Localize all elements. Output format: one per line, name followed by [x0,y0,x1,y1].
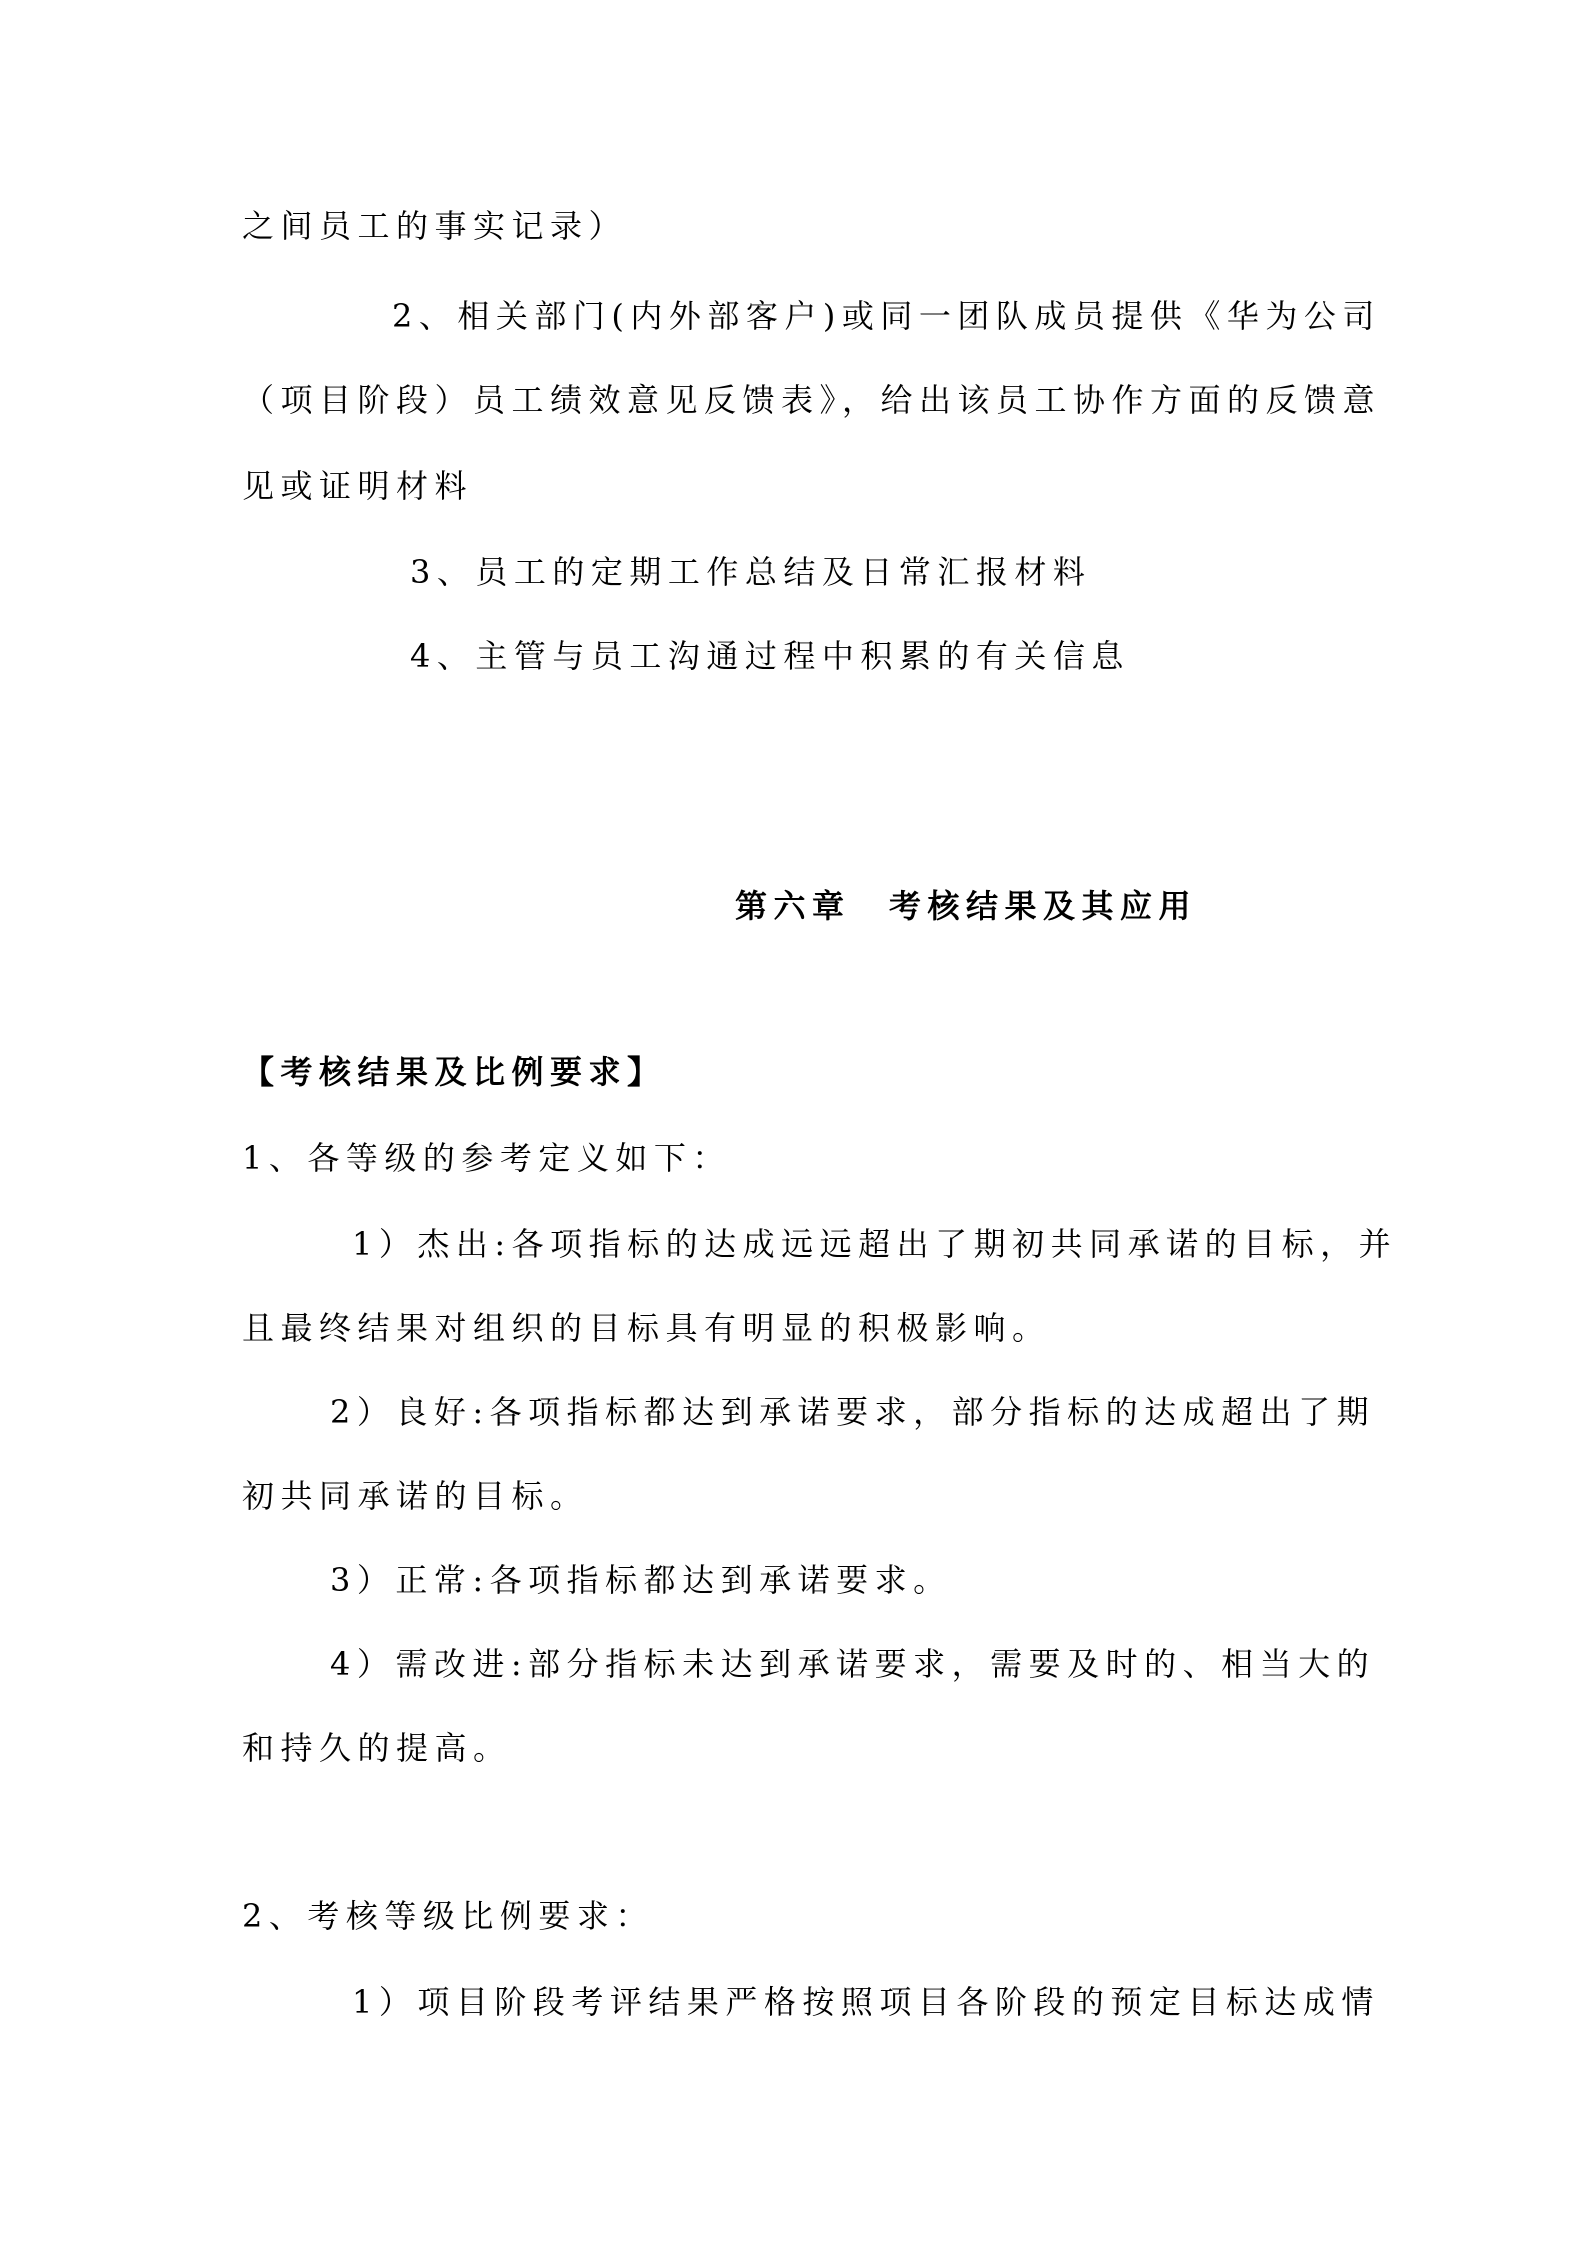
chapter-title: 第六章 考核结果及其应用 [735,887,1198,925]
grade-normal: 3）正常:各项指标都达到承诺要求。 [330,1561,952,1599]
item2-heading: 2、考核等级比例要求： [242,1897,654,1935]
grade-improve-line2: 和持久的提高。 [242,1729,512,1767]
source-item-2-line1: 2、相关部门(内外部客户)或同一团队成员提供《华为公司 [392,297,1381,335]
continuation-text: 之间员工的事实记录） [242,207,628,245]
ratio-point-1: 1）项目阶段考评结果严格按照项目各阶段的预定目标达成情 [352,1983,1380,2021]
source-item-4: 4、主管与员工沟通过程中积累的有关信息 [410,637,1130,675]
source-item-2-line2: （项目阶段）员工绩效意见反馈表》，给出该员工协作方面的反馈意 [242,381,1382,419]
grade-improve-line1: 4）需改进:部分指标未达到承诺要求，需要及时的、相当大的 [330,1645,1376,1683]
source-item-2-line3: 见或证明材料 [242,467,474,505]
source-item-3: 3、员工的定期工作总结及日常汇报材料 [410,553,1092,591]
grade-good-line1: 2）良好:各项指标都达到承诺要求，部分指标的达成超出了期 [330,1393,1376,1431]
grade-outstanding-line2: 且最终结果对组织的目标具有明显的积极影响。 [242,1309,1051,1347]
section-heading: 【考核结果及比例要求】 [242,1053,666,1091]
grade-good-line2: 初共同承诺的目标。 [242,1477,589,1515]
grade-outstanding-line1: 1）杰出:各项指标的达成远远超出了期初共同承诺的目标，并 [352,1225,1398,1263]
item1-heading: 1、各等级的参考定义如下： [242,1139,731,1177]
